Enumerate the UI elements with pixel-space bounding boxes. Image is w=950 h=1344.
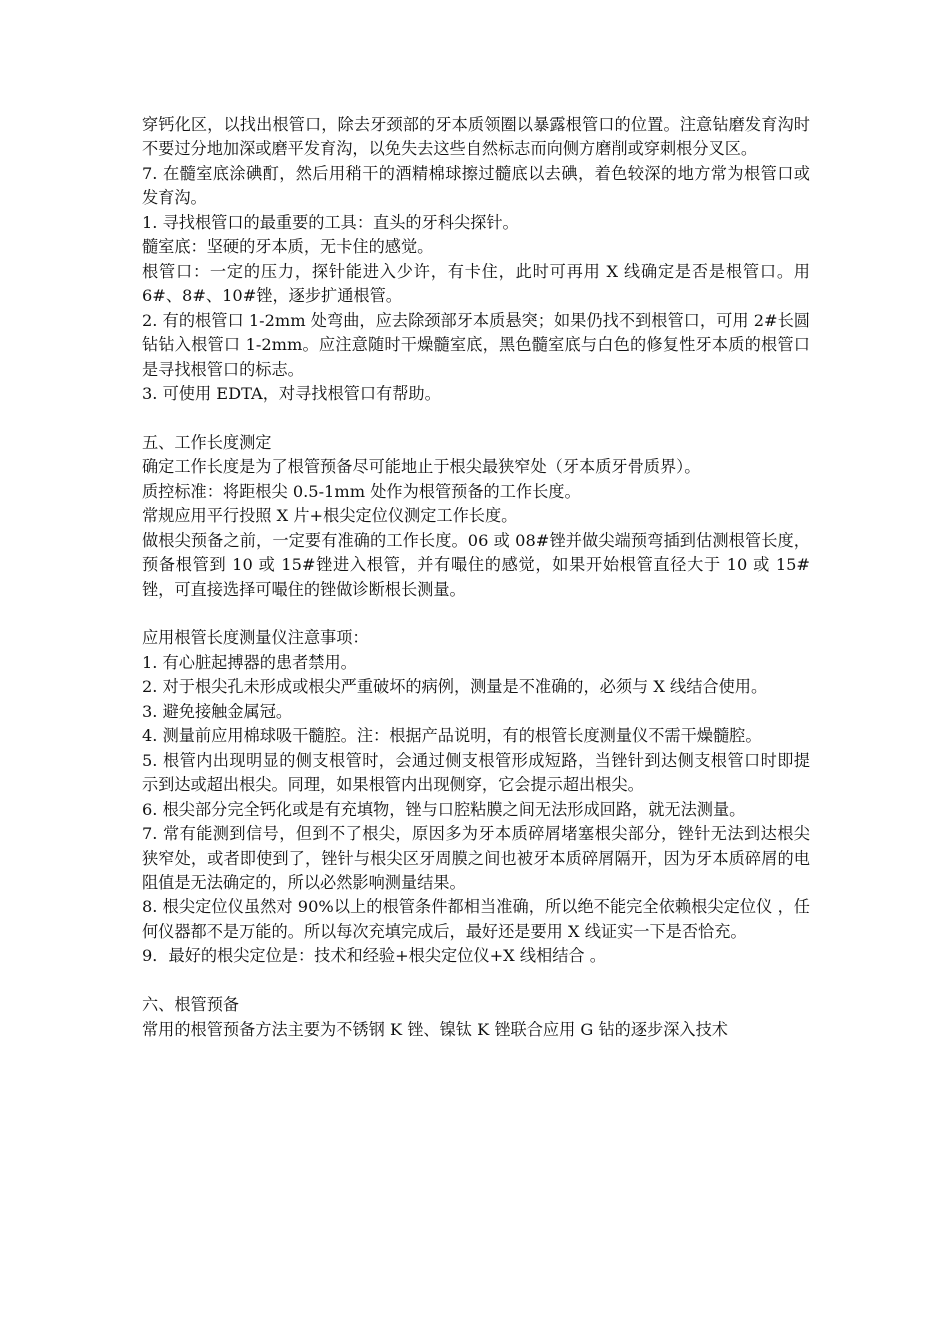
list-item-probe-tool: 1. 寻找根管口的最重要的工具：直头的牙科尖探针。 [142, 212, 519, 232]
blank-line [142, 602, 810, 626]
list-item-dry-pulp-chamber: 4. 测量前应用棉球吸干髓腔。注：根据产品说明，有的根管长度测量仪不需干燥髓腔。 [142, 726, 762, 746]
list-item-lateral-canal: 5. 根管内出现明显的侧支根管时，会通过侧支根管形成短路，当锉针到达侧支根管口时即提示到达或超出根尖。同理，如果根管内出现侧穿，它会提示超出根尖。 [142, 750, 810, 795]
paragraph-working-length-purpose: 确定工作长度是为了根管预备尽可能地止于根尖最狭窄处（牙本质牙骨质界）。 [142, 457, 701, 477]
paragraph-canal-orifice: 根管口：一定的压力，探针能进入少许，有卡住，此时可再用 X 线确定是否是根管口。用 6#、8#、10#锉，逐步扩通根管。 [142, 261, 810, 306]
paragraph-preparation-method: 常用的根管预备方法主要为不锈钢 K 锉、镍钛 K 锉联合应用 G 钻的逐步深入技术 [142, 1019, 728, 1039]
list-item-metal-crown: 3. 避免接触金属冠。 [142, 701, 293, 721]
list-item-locator-accuracy: 8. 根尖定位仪虽然对 90%以上的根管条件都相当准确，所以绝不能完全依赖根尖定位仪 ，任何仪器都不是万能的。所以每次充填完成后，最好还是要用 X 线证实一下是否恰充。 [142, 897, 810, 941]
paragraph-routine-method: 常规应用平行投照 X 片+根尖定位仪测定工作长度。 [142, 506, 518, 526]
paragraph-apical-preparation: 做根尖预备之前，一定要有准确的工作长度。06 或 08#锉并做尖端预弯插到估测根管长度，预备根管到 10 或 15#锉进入根管，并有嘬住的感觉，如果开始根管直径大于 10 或 15#锉，可直接选择可嘬住的锉做诊断根长测量。 [142, 530, 810, 599]
list-item-best-locating: 9．最好的根尖定位是：技术和经验+根尖定位仪+X 线相结合 。 [142, 946, 606, 966]
blank-line [142, 406, 810, 430]
list-item-pacemaker: 1. 有心脏起搏器的患者禁用。 [142, 652, 357, 672]
blank-line [142, 969, 810, 993]
paragraph-quality-standard: 质控标准：将距根尖 0.5-1mm 处作为根管预备的工作长度。 [142, 481, 581, 501]
section-heading-working-length: 五、工作长度测定 [142, 432, 272, 452]
section-heading-canal-preparation: 六、根管预备 [142, 995, 240, 1015]
list-item-curved-orifice: 2. 有的根管口 1-2mm 处弯曲，应去除颈部牙本质悬突；如果仍找不到根管口，可用 2#长圆钻钻入根管口 1-2mm。应注意随时干燥髓室底，黑色髓室底与白色的修复性牙本质的根管口是寻找根管口的标志。 [142, 310, 810, 379]
document-page [142, 113, 810, 1042]
paragraph-iodine-step: 7. 在髓室底涂碘酊，然后用稍干的酒精棉球擦过髓底以去碘，着色较深的地方常为根管口或发育沟。 [142, 163, 810, 208]
subheading-length-meter-notes: 应用根管长度测量仪注意事项： [142, 628, 369, 648]
paragraph-pulp-floor: 髓室底：坚硬的牙本质，无卡住的感觉。 [142, 237, 434, 257]
list-item-calcified-apex: 6. 根尖部分完全钙化或是有充填物，锉与口腔粘膜之间无法形成回路，就无法测量。 [142, 799, 746, 819]
list-item-dentin-debris: 7. 常有能测到信号，但到不了根尖，原因多为牙本质碎屑堵塞根尖部分，锉针无法到达根尖狭窄处，或者即使到了，锉针与根尖区牙周膜之间也被牙本质碎屑隔开，因为牙本质碎屑的电阻值是无法确定的，所以必然影响测量结果。 [142, 824, 810, 893]
list-item-open-apex: 2. 对于根尖孔未形成或根尖严重破坏的病例，测量是不准确的，必须与 X 线结合使用。 [142, 677, 768, 697]
paragraph-root-canal-orifice-intro: 穿钙化区，以找出根管口，除去牙颈部的牙本质领圈以暴露根管口的位置。注意钻磨发育沟时不要过分地加深或磨平发育沟，以免失去这些自然标志而向侧方磨削或穿刺根分叉区。 [142, 115, 810, 159]
list-item-edta: 3. 可使用 EDTA，对寻找根管口有帮助。 [142, 383, 441, 403]
